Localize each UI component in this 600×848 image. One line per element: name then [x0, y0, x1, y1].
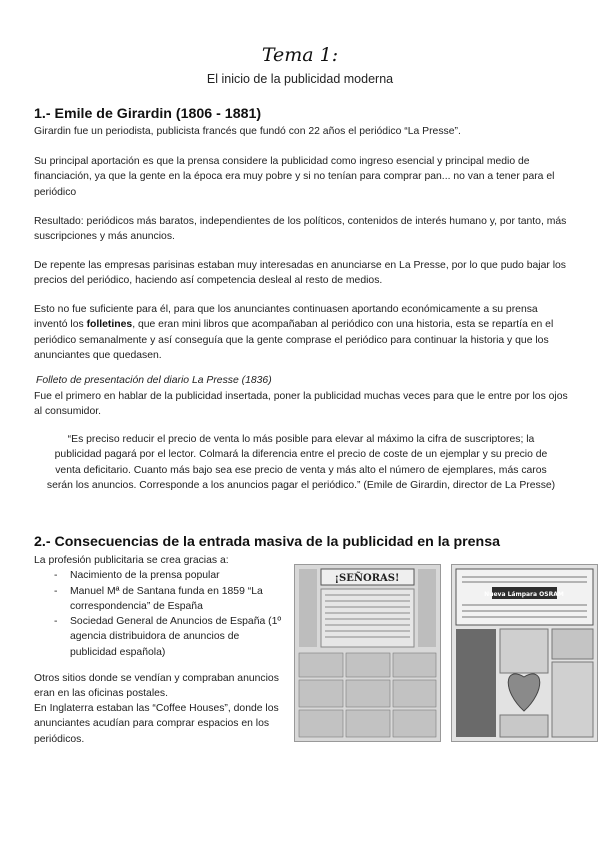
- page-subtitle: El inicio de la publicidad moderna: [206, 72, 394, 86]
- section1-paragraph-4: De repente las empresas parisinas estaban muy interesadas en anunciarse en La Presse, por lo que pudo bajar los precios del periódico, haciendo así competencia desleal al resto de medios.: [34, 260, 566, 287]
- section2-intro: La profesión publicitaria se crea gracias a:: [34, 555, 229, 566]
- list-item: - Manuel Mª de Santana funda en 1859 “La correspondencia” de España: [34, 584, 284, 615]
- section2-paragraph-1: Otros sitios donde se vendían y compraban anuncios eran en las oficinas postales.: [34, 673, 279, 700]
- headline-osram: Nueva Lámpara OSRAM: [484, 591, 564, 598]
- newspaper-illustration-left: [295, 565, 440, 741]
- headline-senoras: ¡SEÑORAS!: [334, 573, 400, 584]
- list-item: - Nacimiento de la prensa popular: [34, 568, 284, 583]
- consequences-list: [34, 568, 284, 660]
- section1-paragraph-3: Resultado: periódicos más baratos, independientes de los políticos, contenidos de interés humano y, por tanto, más suscripciones y más anuncios.: [34, 216, 567, 243]
- folletines-text-before: Esto no fue suficiente para él, para que los anunciantes continuasen aportando económicamente a su prensa inventó los: [34, 304, 538, 331]
- folletines-term: folletines: [86, 319, 133, 331]
- page-title: Tema 1:: [261, 44, 339, 66]
- section2-paragraph-2: En Inglaterra estaban las “Coffee Houses”, donde los anunciantes acudían para comprar espacios en los periódicos.: [34, 703, 279, 745]
- section2-list-block: [34, 553, 284, 660]
- image-caption: Folleto de presentación del diario La Presse (1836): [36, 375, 272, 386]
- section1-paragraph-5: [34, 302, 568, 363]
- section2-heading: 2.- Consecuencias de la entrada masiva de la publicidad en la prensa: [34, 534, 500, 550]
- section1-paragraph-6: Fue el primero en hablar de la publicidad insertada, poner la publicidad muchas veces para que le entre por los ojos al consumidor.: [34, 391, 568, 418]
- newspaper-image-osram: [451, 564, 598, 742]
- newspaper-image-senoras: [294, 564, 441, 742]
- section1-heading: 1.- Emile de Girardin (1806 - 1881): [34, 106, 262, 122]
- section1-paragraph-2: Su principal aportación es que la prensa considere la publicidad como ingreso esencial y principal medio de financiación, ya que la gente en la época era muy pobre y si no tenían para comprar pan... no van a tener para el periódico: [34, 156, 555, 198]
- newspaper-illustration-right: [452, 565, 597, 741]
- section1-paragraph-1: Girardin fue un periodista, publicista francés que fundó con 22 años el periódico “La Presse”.: [34, 126, 461, 137]
- list-item: - Sociedad General de Anuncios de España (1º agencia distribuidora de anuncios de publicidad española): [34, 614, 284, 660]
- folletines-text-after: , que eran mini libros que acompañaban al periódico con una historia, esta se repartía en el periódico semanalmente y así conseguía que la gente comprase el periódico para continuar la historia y que los anunciantes que quedasen.: [34, 319, 554, 361]
- girardin-quote: “Es preciso reducir el precio de venta lo más posible para elevar al máximo la cifra de suscriptores; la publicidad pagará por el lector. Colmará la diferencia entre el precio de coste de un ejemplar y su precio de venta deficitario. Cuanto más bajo sea ese precio de venta y más alto el número de ejemplares, más caros serán los anuncios. Corresponde a los anuncios pagar el periódico.” (Emile de Girardin, director de La Presse): [46, 434, 556, 491]
